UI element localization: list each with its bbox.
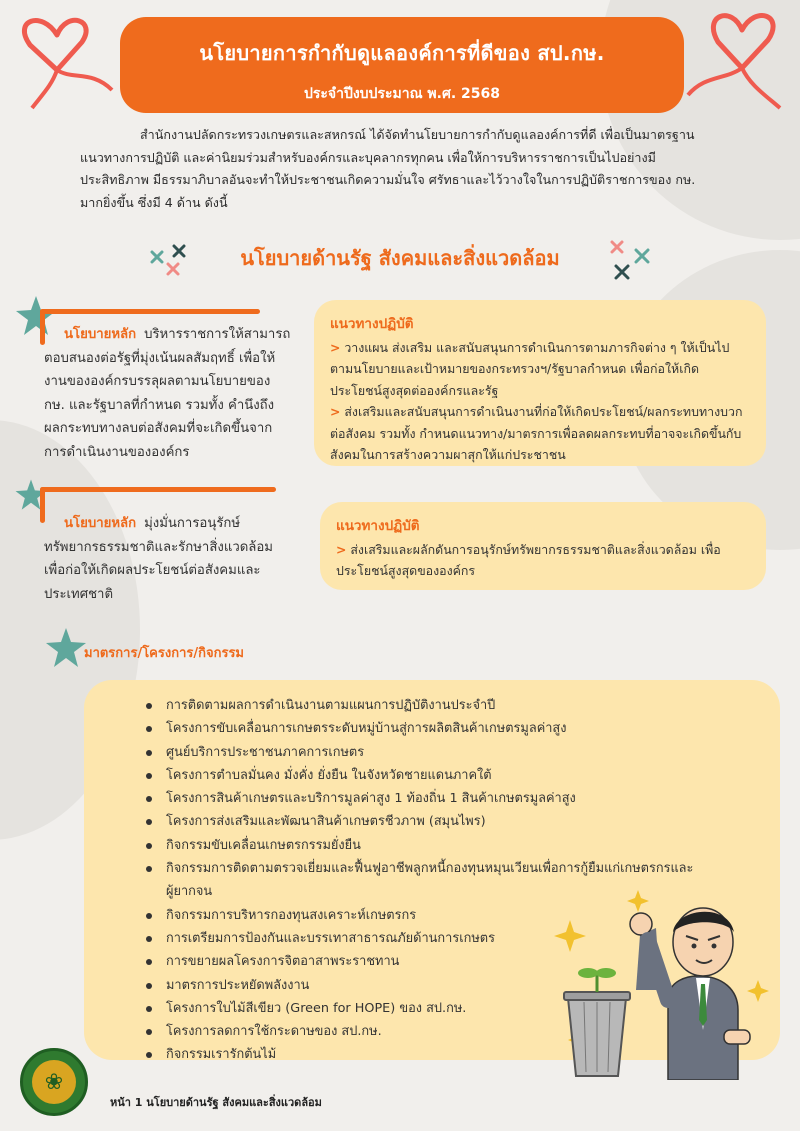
list-item: กิจกรรมการติดตามตรวจเยี่ยมและฟื้นฟูอาชีพลูกหนี้กองทุนหมุนเวียนเพื่อการกู้ยืมแก่เกษตรกรและผู้ยากจน bbox=[140, 857, 700, 904]
list-item: การขยายผลโครงการจิตอาสาพระราชทาน bbox=[140, 950, 700, 973]
list-item: กิจกรรมการบริหารกองทุนสงเคราะห์เกษตรกร bbox=[140, 904, 700, 927]
decorative-line bbox=[40, 309, 260, 314]
arrow-icon: > bbox=[330, 404, 341, 419]
seal-emblem-icon: ❀ bbox=[32, 1060, 76, 1104]
guideline-item: > ส่งเสริมและสนับสนุนการดำเนินงานที่ก่อให้เกิดประโยชน์/ผลกระทบทางบวกต่อสังคม รวมทั้ง กำหนดแนวทาง/มาตรการเพื่อลดผลกระทบที่อาจจะเกิดขึ้นกับสังคมในการสร้างความผาสุกให้แก่ประชาชน bbox=[330, 404, 743, 462]
page-footer: หน้า 1 นโยบายด้านรัฐ สังคมและสิ่งแวดล้อม bbox=[110, 1096, 322, 1109]
arrow-icon: > bbox=[336, 541, 347, 557]
guideline-card bbox=[320, 502, 766, 590]
guideline-card bbox=[314, 300, 766, 466]
section-title: นโยบายด้านรัฐ สังคมและสิ่งแวดล้อม bbox=[240, 246, 560, 270]
list-item: การติดตามผลการดำเนินงานตามแผนการปฏิบัติงานประจำปี bbox=[140, 694, 700, 717]
policy-text: บริหารราชการให้สามารถตอบสนองต่อรัฐที่มุ่งเน้นผลสัมฤทธิ์ เพื่อให้งานขององค์กรบรรลุผลตามนโยบายของ กษ. และรัฐบาลที่กำหนด รวมทั้ง คำนึงถึงผลกระทบทางลบต่อสังคมที่จะเกิดขึ้นจากการดำเนินงานขององค์กร bbox=[44, 327, 291, 460]
decorative-line bbox=[40, 487, 276, 492]
header-banner bbox=[120, 17, 684, 113]
star-icon bbox=[44, 626, 88, 670]
list-item: โครงการสินค้าเกษตรและบริการมูลค่าสูง 1 ท้องถิ่น 1 สินค้าเกษตรมูลค่าสูง bbox=[140, 787, 700, 810]
list-item: โครงการขับเคลื่อนการเกษตรระดับหมู่บ้านสู่การผลิตสินค้าเกษตรมูลค่าสูง bbox=[140, 717, 700, 740]
ministry-seal-logo bbox=[20, 1048, 88, 1116]
list-item: โครงการใบไม้สีเขียว (Green for HOPE) ของ สป.กษ. bbox=[140, 997, 700, 1020]
guideline-title: แนวทางปฏิบัติ bbox=[336, 518, 420, 534]
measures-title: มาตรการ/โครงการ/กิจกรรม bbox=[84, 646, 244, 661]
arrow-icon: > bbox=[330, 339, 341, 355]
list-item: การเตรียมการป้องกันและบรรเทาสาธารณภัยด้านการเกษตร bbox=[140, 927, 700, 950]
guideline-title: แนวทางปฏิบัติ bbox=[330, 316, 414, 332]
list-item: โครงการลดการใช้กระดาษของ สป.กษ. bbox=[140, 1020, 700, 1043]
heart-ribbon-icon bbox=[2, 0, 122, 110]
policy-lead: นโยบายหลัก bbox=[64, 516, 137, 531]
policy-lead: นโยบายหลัก bbox=[64, 327, 137, 342]
list-item: โครงการตำบลมั่นคง มั่งคั่ง ยั่งยืน ในจังหวัดชายแดนภาคใต้ bbox=[140, 764, 700, 787]
sparkle-icon bbox=[610, 240, 658, 284]
intro-paragraph: สำนักงานปลัดกระทรวงเกษตรและสหกรณ์ ได้จัดทำนโยบายการกำกับดูแลองค์การที่ดี เพื่อเป็นมาตรฐาน แนวทางการปฏิบัติ และค่านิยมร่วมสำหรับองค์กรและบุคลากรทุกคน เพื่อให้การบริหารราชการเป็นไปอย่างมีประสิทธิภาพ มีธรรมาภิบาลอันจะทำให้ประชาชนเกิดความมั่นใจ ศรัทธาและไว้วางใจในการปฏิบัติราชการของ กษ. มากยิ่งขึ้น ซึ่งมี 4 ด้าน ดังนี้ bbox=[80, 127, 696, 210]
policy-block bbox=[44, 512, 294, 606]
guideline-item: > วางแผน ส่งเสริม และสนับสนุนการดำเนินการตามภารกิจต่าง ๆ ให้เป็นไปตามนโยบายและเป้าหมายของกระทรวงฯ/รัฐบาลกำหนด เพื่อก่อให้เกิดประโยชน์สูงสุดต่อองค์กรและรัฐ bbox=[330, 339, 730, 398]
businessman-illustration bbox=[548, 880, 788, 1080]
list-item: กิจกรรมเรารักต้นไม้ bbox=[140, 1043, 700, 1066]
heart-ribbon-icon bbox=[680, 0, 800, 110]
guideline-item: > ส่งเสริมและผลักดันการอนุรักษ์ทรัพยากรธรรมชาติและสิ่งแวดล้อม เพื่อประโยชน์สูงสุดขององค์กร bbox=[336, 541, 721, 578]
list-item: ศูนย์บริการประชาชนภาคการเกษตร bbox=[140, 741, 700, 764]
list-item: มาตรการประหยัดพลังงาน bbox=[140, 974, 700, 997]
policy-text: มุ่งมั่นการอนุรักษ์ทรัพยากรธรรมชาติและรักษาสิ่งแวดล้อมเพื่อก่อให้เกิดผลประโยชน์ต่อสังคมและประเทศชาติ bbox=[44, 516, 273, 602]
page-subtitle: ประจำปีงบประมาณ พ.ศ. 2568 bbox=[303, 86, 501, 102]
list-item: กิจกรรมขับเคลื่อนเกษตรกรรมยั่งยืน bbox=[140, 834, 700, 857]
policy-block bbox=[44, 323, 294, 464]
page-title: นโยบายการกำกับดูแลองค์การที่ดีของ สป.กษ. bbox=[199, 41, 605, 65]
list-item: โครงการส่งเสริมและพัฒนาสินค้าเกษตรชีวภาพ (สมุนไพร) bbox=[140, 810, 700, 833]
